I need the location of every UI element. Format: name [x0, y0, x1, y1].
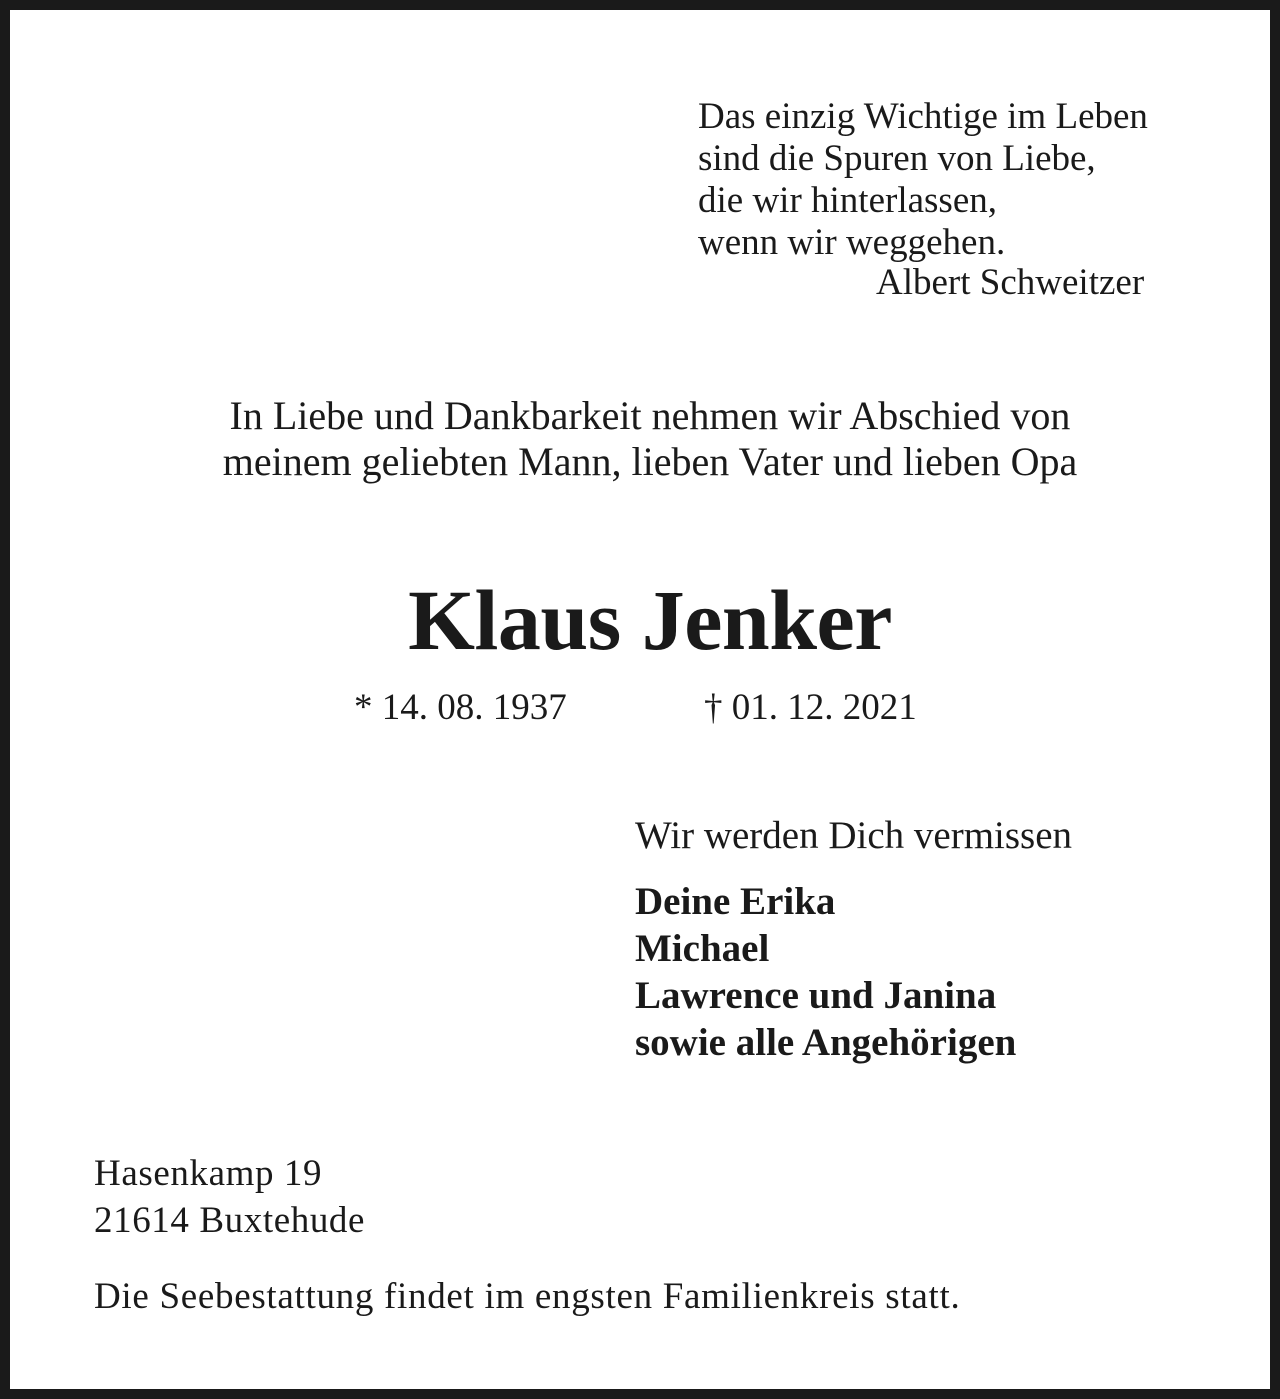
birth-date: * 14. 08. 1937 [354, 687, 567, 728]
intro-line: meinem geliebten Mann, lieben Vater und lieben Opa [222, 439, 1078, 484]
quote-line: die wir hinterlassen, [698, 180, 997, 221]
quote-author: Albert Schweitzer [876, 262, 1145, 303]
quote-line: wenn wir weggehen. [698, 222, 1006, 263]
mourner-name: Deine Erika [635, 880, 836, 923]
quote-block [698, 96, 1148, 264]
mourner-name: sowie alle Angehörigen [635, 1021, 1017, 1064]
death-date: † 01. 12. 2021 [704, 687, 917, 728]
address-city: 21614 Buxtehude [94, 1200, 366, 1241]
mourner-name: Lawrence und Janina [635, 974, 997, 1017]
intro-line: In Liebe und Dankbarkeit nehmen wir Abschied von [229, 393, 1071, 438]
mourners-message: Wir werden Dich vermissen [635, 814, 1073, 857]
address-block [94, 1150, 365, 1244]
address-street: Hasenkamp 19 [94, 1153, 323, 1194]
quote-line: sind die Spuren von Liebe, [698, 138, 1096, 179]
mourner-name: Michael [635, 927, 770, 970]
intro-text [10, 393, 1280, 485]
funeral-note: Die Seebestattung findet im engsten Familienkreis statt. [94, 1276, 961, 1317]
mourners-list [635, 878, 1016, 1066]
quote-line: Das einzig Wichtige im Leben [698, 96, 1148, 137]
deceased-name: Klaus Jenker [408, 572, 892, 668]
